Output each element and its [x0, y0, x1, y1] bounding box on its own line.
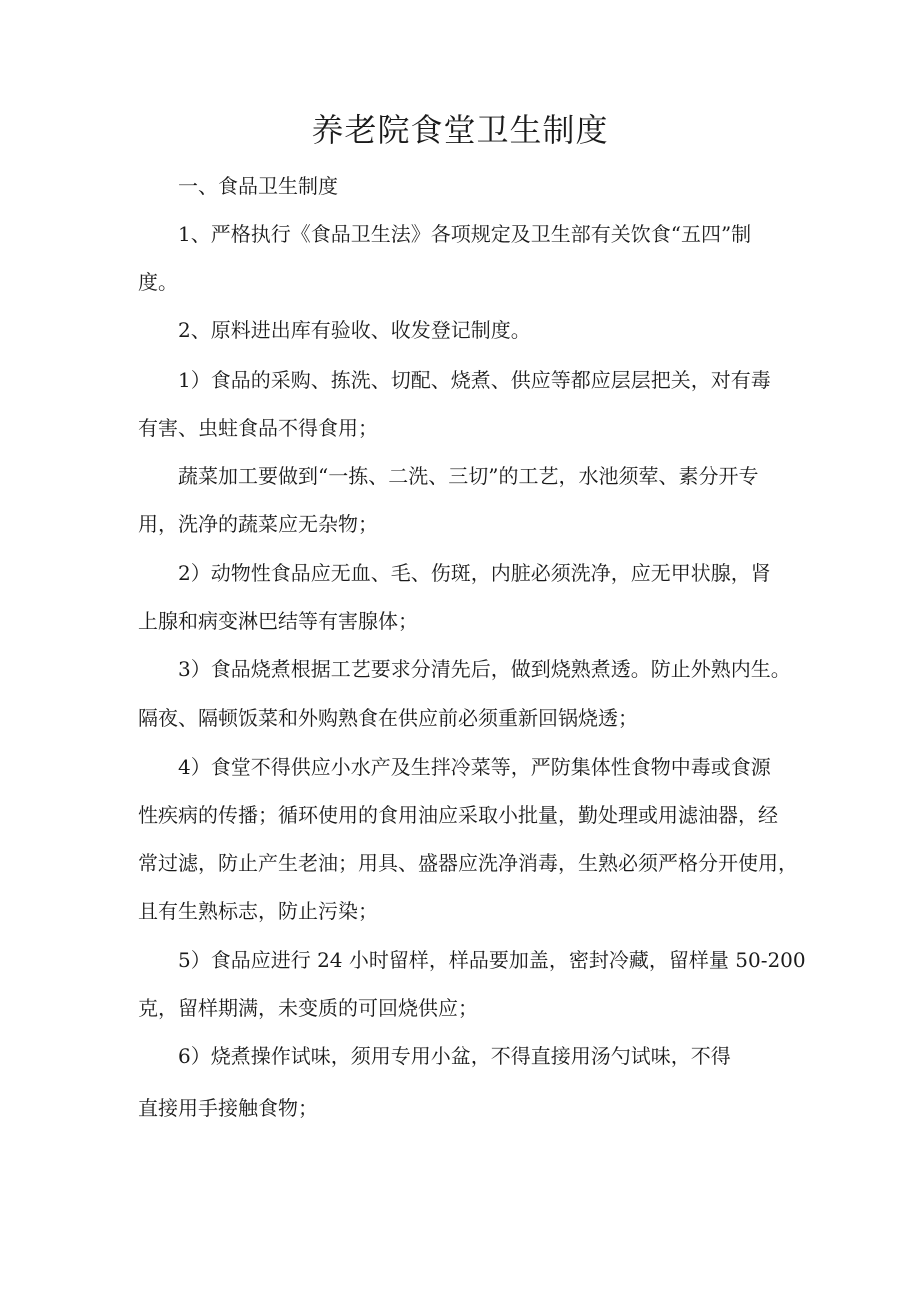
paragraph-line: 有害、虫蛀食品不得食用；: [138, 416, 378, 440]
paragraph-line: 蔬菜加工要做到“一拣、二洗、三切”的工艺，水池须荤、素分开专: [178, 464, 759, 488]
paragraph-line: 3）食品烧煮根据工艺要求分清先后，做到烧熟煮透。防止外熟内生。: [178, 657, 791, 681]
paragraph-line: 5）食品应进行 24 小时留样，样品要加盖，密封冷藏，留样量 50-200: [178, 948, 806, 972]
paragraph-line: 常过滤，防止产生老油；用具、盛器应洗净消毒，生熟必须严格分开使用，: [138, 851, 798, 875]
paragraph-line: 1）食品的采购、拣洗、切配、烧煮、供应等都应层层把关，对有毒: [178, 368, 771, 392]
paragraph-line: 用，洗净的蔬菜应无杂物；: [138, 512, 378, 536]
paragraph-line: 2、原料进出库有验收、收发登记制度。: [178, 318, 531, 342]
paragraph-line: 直接用手接触食物；: [138, 1096, 318, 1120]
paragraph-line: 且有生熟标志，防止污染；: [138, 899, 378, 923]
paragraph-line: 4）食堂不得供应小水产及生拌冷菜等，严防集体性食物中毒或食源: [178, 755, 771, 779]
paragraph-line: 性疾病的传播；循环使用的食用油应采取小批量，勤处理或用滤油器，经: [138, 803, 778, 827]
section-heading: 一、食品卫生制度: [178, 174, 338, 198]
paragraph-line: 克，留样期满，未变质的可回烧供应；: [138, 996, 478, 1020]
paragraph-line: 6）烧煮操作试味，须用专用小盆，不得直接用汤勺试味，不得: [178, 1044, 731, 1068]
paragraph-line: 1、严格执行《食品卫生法》各项规定及卫生部有关饮食“五四”制: [178, 222, 752, 246]
paragraph-line: 隔夜、隔顿饭菜和外购熟食在供应前必须重新回锅烧透；: [138, 706, 638, 730]
paragraph-line: 2）动物性食品应无血、毛、伤斑，内脏必须洗净，应无甲状腺，肾: [178, 561, 771, 585]
document-title: 养老院食堂卫生制度: [311, 111, 609, 149]
paragraph-line: 度。: [138, 270, 178, 294]
paragraph-line: 上腺和病变淋巴结等有害腺体；: [138, 609, 418, 633]
